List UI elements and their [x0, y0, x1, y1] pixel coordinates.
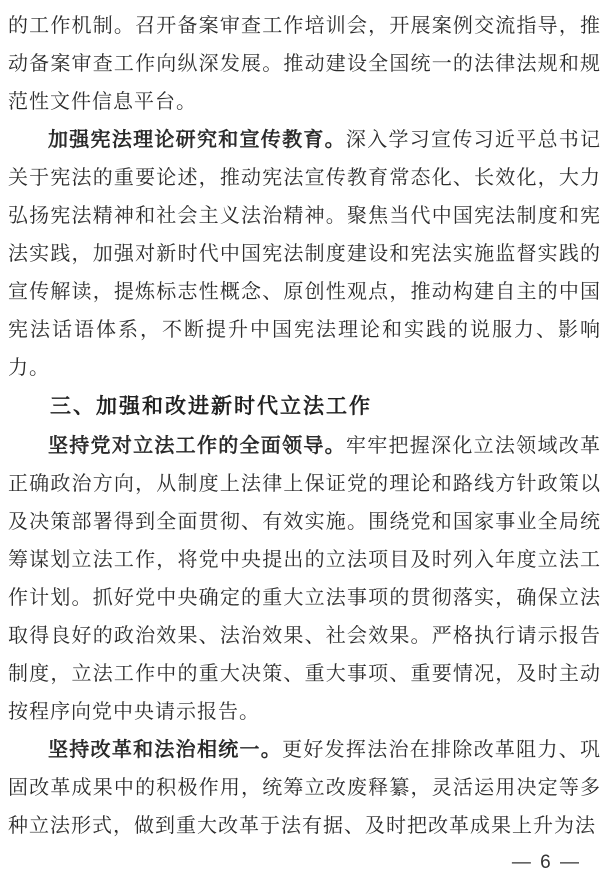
paragraph-text: 更好发挥法治在排除改革阻力、巩固改革成果中的积极作用，统筹立改废释纂，灵活运用决定等多种立法形式，做到重大改革于法有据、及时把改革成果上升为法 — [8, 739, 602, 837]
paragraph-lead: 坚持改革和法治相统一。 — [48, 739, 283, 761]
paragraph-text: 深入学习宣传习近平总书记关于宪法的重要论述，推动宪法宣传教育常态化、长效化，大力弘扬宪法精神和社会主义法治精神。聚焦当代中国宪法制度和宪法实践，加强对新时代中国宪法制度建设和宪法实施监督实践的宣传解读，提炼标志性概念、原创性观点，推动构建自主的中国宪法话语体系，不断提升中国宪法理论和实践的说服力、影响力。 — [8, 129, 602, 379]
page-number: — 6 — — [511, 852, 581, 873]
paragraph-text: 的工作机制。召开备案审查工作培训会，开展案例交流指导，推动备案审查工作向纵深发展。推动建设全国统一的法律法规和规范性文件信息平台。 — [8, 15, 601, 113]
section-heading: 三、加强和改进新时代立法工作 — [50, 395, 372, 418]
paragraph-party-leadership — [8, 427, 601, 731]
paragraph-reform-rule-of-law — [8, 731, 601, 845]
paragraph-constitution-education — [8, 121, 601, 387]
paragraph-lead: 加强宪法理论研究和宣传教育。 — [48, 129, 346, 151]
paragraph-continuation — [8, 7, 601, 121]
paragraph-lead: 坚持党对立法工作的全面领导。 — [48, 435, 346, 457]
paragraph-text: 牢牢把握深化立法领域改革正确政治方向，从制度上法律上保证党的理论和路线方针政策以及决策部署得到全面贯彻、有效实施。围绕党和国家事业全局统筹谋划立法工作，将党中央提出的立法项目及时列入年度立法工作计划。抓好党中央确定的重大立法事项的贯彻落实，确保立法取得良好的政治效果、法治效果、社会效果。严格执行请示报告制度，立法工作中的重大决策、重大事项、重要情况，及时主动按程序向党中央请示报告。 — [8, 435, 602, 723]
